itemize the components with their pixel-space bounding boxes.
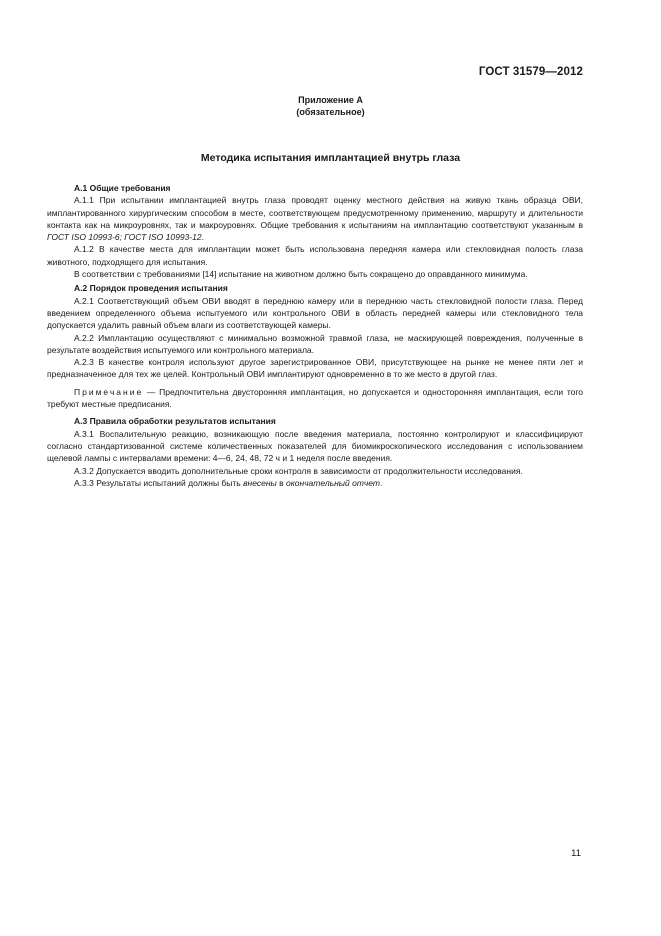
paragraph-a2-1: А.2.1 Соответствующий объем ОВИ вводят в переднюю камеру или в переднюю часть стекловидной полости глаза. Перед введением определенного объема испытуемого или контрольного ОВИ в область передней камеры или стекловидного тела допускается удалить равный объем влаги из соответствующей камеры. (47, 295, 583, 331)
note-label: Примечание (74, 386, 144, 397)
paragraph-a1-3: В соответствии с требованиями [14] испытание на животном должно быть сокращено до оправданного минимума. (74, 269, 528, 280)
annex-title: Приложение А (298, 95, 363, 105)
section-heading-a2: А.2 Порядок проведения испытания (74, 283, 228, 294)
paragraph-a3-3 (47, 477, 583, 489)
section-heading-a1: А.1 Общие требования (74, 183, 171, 193)
page-title: Методика испытания имплантацией внутрь глаза (200, 152, 461, 164)
paragraph-text: А.1.1 При испытании имплантацией внутрь глаза проводят оценку местного действия на живую ткань образца ОВИ, имплантированного хирургическим способом в месте, соответствующем предусмотренному применению, маршруту и длительности контакта как на микроуровнях, так и макроуровнях. Общие требования к испытаниям на имплантацию соответствуют указанным в (47, 195, 583, 230)
paragraph-a1-1 (47, 194, 583, 243)
paragraph-a1-2: А.1.2 В качестве места для имплантации может быть использована передняя камера или стекловидная полость глаза животного, подходящего для испытания. (47, 244, 583, 267)
paragraph-text: . (201, 232, 204, 243)
note (47, 386, 583, 411)
note-text: — Предпочтительна двусторонняя имплантация, но допускается и односторонняя имплантация, если того требуют местные предписания. (47, 386, 583, 410)
paragraph-a3-2: А.3.2 Допускается вводить дополнительные сроки контроля в зависимости от продолжительности исследования. (74, 465, 523, 476)
page-number: 11 (571, 848, 581, 859)
paragraph-a2-3: А.2.3 В качестве контроля используют другое зарегистрированное ОВИ, присутствующее на рынке не менее пяти лет и предназначенное для тех же целей. Контрольный ОВИ имплантируют одновременно в то же место в другой глаз. (47, 357, 583, 380)
document-body (47, 180, 583, 489)
emphasis-text: окончательный отчет (286, 477, 381, 488)
annex-status: (обязательное) (296, 107, 365, 117)
paragraph-text: А.3.3 Результаты испытаний должны быть (74, 477, 244, 488)
standard-reference: ГОСТ ISO 10993-6; ГОСТ ISO 10993-12 (47, 232, 202, 243)
paragraph-text: в (276, 477, 287, 488)
section-heading-a3: А.3 Правила обработки результатов испытания (74, 416, 276, 427)
emphasis-text: внесены (243, 477, 277, 488)
paragraph-a2-2: А.2.2 Имплантацию осуществляют с минимально возможной травмой глаза, не маскирующей повреждения, полученные в результате воздействия испытуемого или контрольного материала. (47, 332, 583, 355)
paragraph-a3-1: А.3.1 Воспалительную реакцию, возникающую после введения материала, постоянно контролируют и классифицируют согласно стандартизованной системе количественных показателей для биомикроскопического исследования с использованием щелевой лампы с интервалами времени: 4—6, 24, 48, 72 ч и 1 неделя после введения. (47, 428, 583, 464)
document-code: ГОСТ 31579—2012 (478, 66, 583, 78)
paragraph-text: . (380, 477, 383, 488)
